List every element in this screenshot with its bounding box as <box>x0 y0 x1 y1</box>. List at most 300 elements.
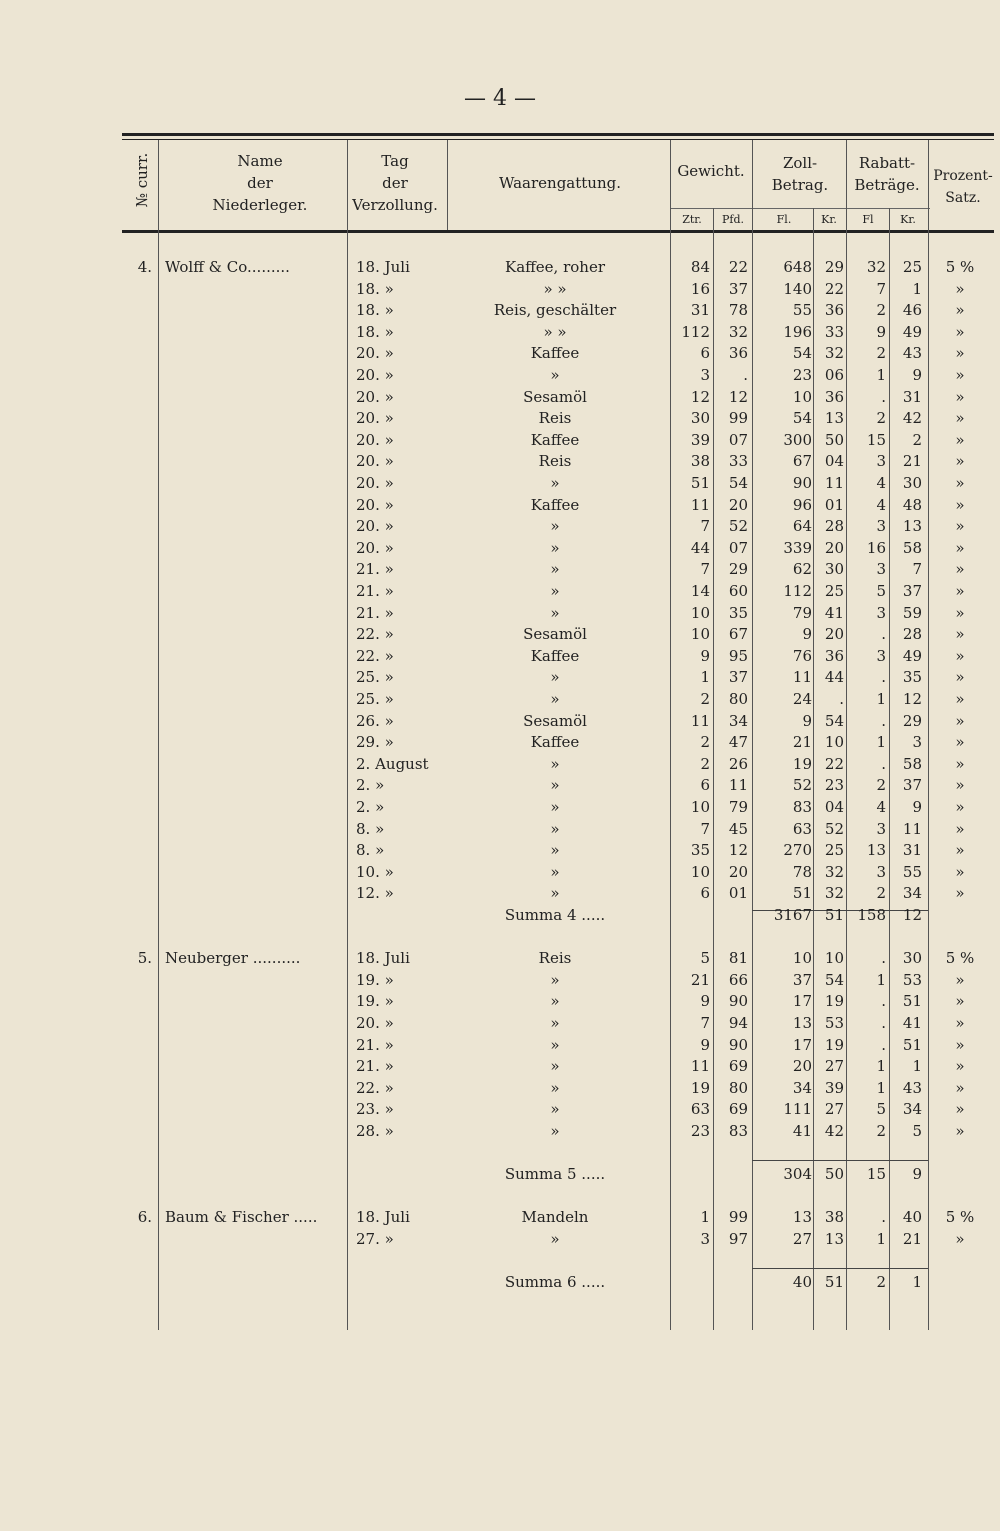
rebate-kr: 29 <box>902 711 922 730</box>
rebate-kr: 2 <box>912 430 922 449</box>
weight-pfd: 78 <box>728 301 748 320</box>
weight-ztr: 10 <box>690 603 710 622</box>
clearance-day: 20. » <box>356 366 394 384</box>
weight-ztr: 35 <box>690 841 710 860</box>
rebate-kr: 58 <box>902 538 922 557</box>
goods-type: » <box>550 1057 560 1076</box>
duty-fl: 54 <box>792 344 812 363</box>
table-row <box>0 386 1000 408</box>
weight-pfd: 69 <box>728 1057 748 1076</box>
weight-pfd: 22 <box>728 258 748 276</box>
header-weight-ztr: Ztr. <box>682 213 702 226</box>
duty-fl: 196 <box>783 322 812 341</box>
top-rule-thin <box>122 139 994 140</box>
goods-type: Reis <box>538 949 572 968</box>
goods-type: » <box>550 366 560 384</box>
weight-ztr: 2 <box>700 733 710 752</box>
duty-kr: 50 <box>824 1165 844 1184</box>
weight-ztr: 39 <box>690 430 710 449</box>
duty-kr: 27 <box>824 1057 844 1076</box>
duty-kr: 01 <box>824 495 844 514</box>
duty-kr: 51 <box>824 906 844 924</box>
duty-kr: 19 <box>824 992 844 1011</box>
percent-rate: » <box>955 430 965 449</box>
duty-fl: 9 <box>802 711 812 730</box>
rebate-fl: 2 <box>876 776 886 795</box>
duty-fl: 90 <box>792 474 812 492</box>
table-row <box>0 515 1000 537</box>
weight-ztr: 9 <box>700 646 710 665</box>
weight-ztr: 12 <box>690 387 710 406</box>
duty-fl: 37 <box>792 970 812 989</box>
table-row <box>0 1120 1000 1142</box>
top-rule <box>122 133 994 136</box>
weight-pfd: 90 <box>728 992 748 1011</box>
duty-kr: 06 <box>824 366 844 384</box>
duty-kr: 04 <box>824 798 844 816</box>
table-row <box>0 1098 1000 1120</box>
weight-pfd: 80 <box>728 1078 748 1097</box>
table-row <box>0 342 1000 364</box>
clearance-day: 8. » <box>356 841 385 860</box>
table-row <box>0 602 1000 624</box>
weight-ztr: 1 <box>700 1208 710 1227</box>
clearance-day: 21. » <box>356 603 394 622</box>
header-duty: Zoll- Betrag. <box>771 154 829 194</box>
duty-fl: 17 <box>792 992 812 1011</box>
rebate-kr: 1 <box>912 279 922 298</box>
clearance-day: 21. » <box>356 560 394 579</box>
percent-rate: » <box>955 366 965 384</box>
rebate-kr: 9 <box>912 1165 922 1184</box>
goods-type: » <box>550 1122 560 1140</box>
weight-ztr: 9 <box>700 992 710 1011</box>
goods-type: » <box>550 970 560 989</box>
percent-rate: » <box>955 474 965 492</box>
goods-type: Summa 6 ..... <box>504 1273 606 1292</box>
duty-kr: . <box>839 690 844 708</box>
header-day: Tag der Verzollung. <box>352 152 438 214</box>
rebate-fl: . <box>881 711 886 730</box>
percent-rate: » <box>955 538 965 557</box>
duty-fl: 27 <box>792 1230 812 1248</box>
goods-type: Kaffee, roher <box>504 258 605 276</box>
weight-pfd: 32 <box>728 322 748 341</box>
duty-fl: 67 <box>792 452 812 471</box>
duty-fl: 648 <box>783 258 812 276</box>
goods-type: » <box>550 1035 560 1054</box>
rebate-kr: 37 <box>902 776 922 795</box>
clearance-day: 25. » <box>356 668 394 687</box>
percent-rate: » <box>955 711 965 730</box>
goods-type: » » <box>543 279 567 298</box>
rebate-fl: . <box>881 625 886 644</box>
rebate-kr: 21 <box>902 1230 922 1248</box>
depositor-name: Wolff & Co......... <box>165 258 290 276</box>
percent-rate: » <box>955 1100 965 1119</box>
weight-ztr: 10 <box>690 798 710 816</box>
goods-type: Kaffee <box>530 430 580 449</box>
weight-pfd: 45 <box>728 819 748 838</box>
table-row <box>0 796 1000 818</box>
table-row <box>0 990 1000 1012</box>
rebate-kr: 49 <box>902 646 922 665</box>
duty-kr: 23 <box>824 776 844 795</box>
table-row <box>0 645 1000 667</box>
duty-fl: 11 <box>792 668 812 687</box>
entry-number: 4. <box>137 258 152 276</box>
clearance-day: 20. » <box>356 452 394 471</box>
rebate-fl: . <box>881 387 886 406</box>
rebate-fl: 2 <box>876 344 886 363</box>
table-row <box>0 429 1000 451</box>
duty-kr: 36 <box>824 387 844 406</box>
duty-fl: 76 <box>792 646 812 665</box>
duty-fl: 20 <box>792 1057 812 1076</box>
rebate-fl: 4 <box>876 474 886 492</box>
goods-type: » <box>550 776 560 795</box>
goods-type: Kaffee <box>530 646 580 665</box>
weight-pfd: 29 <box>728 560 748 579</box>
goods-type: Summa 4 ..... <box>504 906 606 924</box>
duty-kr: 25 <box>824 841 844 860</box>
rebate-kr: 40 <box>902 1208 922 1227</box>
percent-rate: 5 % <box>945 1208 975 1227</box>
table-row <box>0 256 1000 278</box>
rebate-fl: 2 <box>876 884 886 903</box>
weight-pfd: 54 <box>728 474 748 492</box>
goods-type: » <box>550 517 560 536</box>
duty-kr: 28 <box>824 517 844 536</box>
duty-kr: 27 <box>824 1100 844 1119</box>
percent-rate: » <box>955 279 965 298</box>
table-row <box>0 818 1000 840</box>
goods-type: » <box>550 884 560 903</box>
rebate-fl: 1 <box>876 366 886 384</box>
rebate-kr: 5 <box>912 1122 922 1140</box>
header-sub-rule <box>670 208 930 209</box>
rebate-kr: 58 <box>902 754 922 773</box>
header-rebate-kr: Kr. <box>900 213 916 226</box>
header-rebate-fl: Fl <box>862 213 874 226</box>
goods-type: Sesamöl <box>523 711 587 730</box>
rebate-fl: . <box>881 668 886 687</box>
percent-rate: » <box>955 733 965 752</box>
rebate-kr: 55 <box>902 862 922 881</box>
rebate-fl: . <box>881 1014 886 1032</box>
weight-ztr: 10 <box>690 862 710 881</box>
clearance-day: 10. » <box>356 862 394 881</box>
weight-pfd: 20 <box>728 495 748 514</box>
rebate-fl: 4 <box>876 495 886 514</box>
duty-kr: 19 <box>824 1035 844 1054</box>
rebate-fl: 1 <box>876 733 886 752</box>
weight-ztr: 10 <box>690 625 710 644</box>
goods-type: Mandeln <box>521 1208 589 1227</box>
percent-rate: 5 % <box>945 949 975 968</box>
rebate-fl: 5 <box>876 1100 886 1119</box>
rebate-kr: 31 <box>902 841 922 860</box>
weight-pfd: 66 <box>728 970 748 989</box>
table-row <box>0 1228 1000 1250</box>
duty-kr: 30 <box>824 560 844 579</box>
weight-pfd: 12 <box>728 387 748 406</box>
header-duty-fl: Fl. <box>776 213 792 226</box>
weight-ztr: 19 <box>690 1078 710 1097</box>
table-row <box>0 926 1000 948</box>
rebate-kr: 7 <box>912 560 922 579</box>
weight-ztr: 51 <box>690 474 710 492</box>
duty-kr: 39 <box>824 1078 844 1097</box>
rebate-kr: 48 <box>902 495 922 514</box>
goods-type: » <box>550 603 560 622</box>
goods-type: » <box>550 862 560 881</box>
depositor-name: Neuberger .......... <box>165 949 301 968</box>
weight-pfd: 07 <box>728 538 748 557</box>
rebate-kr: 37 <box>902 582 922 600</box>
rebate-fl: 2 <box>876 301 886 320</box>
rebate-kr: 21 <box>902 452 922 471</box>
rebate-fl: . <box>881 754 886 773</box>
duty-kr: 52 <box>824 819 844 838</box>
clearance-day: 18. Juli <box>356 949 410 968</box>
weight-ztr: 1 <box>700 668 710 687</box>
goods-type: » <box>550 798 560 816</box>
percent-rate: » <box>955 301 965 320</box>
duty-fl: 13 <box>792 1208 812 1227</box>
goods-type: » <box>550 560 560 579</box>
rebate-kr: 43 <box>902 344 922 363</box>
clearance-day: 21. » <box>356 582 394 600</box>
entry-number: 5. <box>137 949 152 968</box>
clearance-day: 20. » <box>356 495 394 514</box>
table-row <box>0 774 1000 796</box>
rebate-kr: 31 <box>902 387 922 406</box>
duty-kr: 36 <box>824 646 844 665</box>
rebate-kr: 43 <box>902 1078 922 1097</box>
clearance-day: 18. » <box>356 279 394 298</box>
rebate-fl: 2 <box>876 409 886 428</box>
clearance-day: 26. » <box>356 711 394 730</box>
duty-kr: 44 <box>824 668 844 687</box>
weight-ztr: 38 <box>690 452 710 471</box>
header-percent: Prozent- Satz. <box>933 168 993 206</box>
percent-rate: » <box>955 819 965 838</box>
duty-fl: 10 <box>792 387 812 406</box>
weight-ztr: 44 <box>690 538 710 557</box>
weight-ztr: 21 <box>690 970 710 989</box>
goods-type: » <box>550 668 560 687</box>
clearance-day: 2. » <box>356 776 385 795</box>
weight-ztr: 2 <box>700 690 710 708</box>
goods-type: Kaffee <box>530 344 580 363</box>
weight-pfd: 35 <box>728 603 748 622</box>
weight-ztr: 9 <box>700 1035 710 1054</box>
rebate-kr: 13 <box>902 517 922 536</box>
duty-fl: 23 <box>792 366 812 384</box>
duty-fl: 96 <box>792 495 812 514</box>
rebate-fl: 15 <box>866 430 886 449</box>
goods-type: » <box>550 1078 560 1097</box>
table-row <box>0 731 1000 753</box>
duty-kr: 04 <box>824 452 844 471</box>
percent-rate: » <box>955 776 965 795</box>
header-bottom-rule <box>122 230 994 233</box>
weight-ztr: 7 <box>700 560 710 579</box>
weight-pfd: 52 <box>728 517 748 536</box>
duty-fl: 79 <box>792 603 812 622</box>
goods-type: Sesamöl <box>523 387 587 406</box>
percent-rate: » <box>955 992 965 1011</box>
weight-ztr: 5 <box>700 949 710 968</box>
table-row <box>0 1012 1000 1034</box>
duty-kr: 32 <box>824 344 844 363</box>
goods-type: Reis <box>538 452 572 471</box>
percent-rate: » <box>955 582 965 600</box>
clearance-day: 18. Juli <box>356 1208 410 1227</box>
table-row <box>0 1142 1000 1164</box>
weight-ztr: 16 <box>690 279 710 298</box>
duty-fl: 78 <box>792 862 812 881</box>
table-row <box>0 1185 1000 1207</box>
weight-pfd: 34 <box>728 711 748 730</box>
duty-fl: 54 <box>792 409 812 428</box>
weight-pfd: 11 <box>728 776 748 795</box>
percent-rate: » <box>955 517 965 536</box>
percent-rate: » <box>955 690 965 708</box>
rebate-fl: 9 <box>876 322 886 341</box>
rebate-kr: 12 <box>902 690 922 708</box>
clearance-day: 2. August <box>356 754 429 773</box>
clearance-day: 19. » <box>356 970 394 989</box>
duty-kr: 29 <box>824 258 844 276</box>
duty-fl: 21 <box>792 733 812 752</box>
rebate-kr: 49 <box>902 322 922 341</box>
goods-type: » <box>550 474 560 492</box>
weight-pfd: 60 <box>728 582 748 600</box>
rebate-fl: 3 <box>876 517 886 536</box>
weight-pfd: . <box>743 366 748 384</box>
table-row <box>0 710 1000 732</box>
clearance-day: 22. » <box>356 625 394 644</box>
weight-pfd: 81 <box>728 949 748 968</box>
weight-ztr: 6 <box>700 884 710 903</box>
duty-fl: 41 <box>792 1122 812 1140</box>
rebate-kr: 53 <box>902 970 922 989</box>
weight-pfd: 99 <box>728 1208 748 1227</box>
weight-pfd: 97 <box>728 1230 748 1248</box>
weight-ztr: 84 <box>690 258 710 276</box>
duty-kr: 32 <box>824 884 844 903</box>
rebate-fl: 1 <box>876 1230 886 1248</box>
clearance-day: 21. » <box>356 1057 394 1076</box>
duty-fl: 19 <box>792 754 812 773</box>
table-row <box>0 861 1000 883</box>
clearance-day: 27. » <box>356 1230 394 1248</box>
clearance-day: 19. » <box>356 992 394 1011</box>
clearance-day: 23. » <box>356 1100 394 1119</box>
table-row <box>0 1163 1000 1185</box>
duty-kr: 51 <box>824 1273 844 1292</box>
weight-pfd: 33 <box>728 452 748 471</box>
percent-rate: » <box>955 625 965 644</box>
weight-ztr: 11 <box>690 495 710 514</box>
rebate-fl: 3 <box>876 603 886 622</box>
duty-fl: 140 <box>783 279 812 298</box>
clearance-day: 20. » <box>356 538 394 557</box>
rebate-fl: 16 <box>866 538 886 557</box>
weight-ztr: 11 <box>690 1057 710 1076</box>
rebate-fl: 2 <box>876 1273 886 1292</box>
weight-ztr: 2 <box>700 754 710 773</box>
percent-rate: » <box>955 798 965 816</box>
table-row <box>0 623 1000 645</box>
duty-kr: 41 <box>824 603 844 622</box>
rebate-fl: 1 <box>876 1078 886 1097</box>
table-row <box>0 666 1000 688</box>
clearance-day: 20. » <box>356 387 394 406</box>
rebate-kr: 9 <box>912 798 922 816</box>
percent-rate: » <box>955 1014 965 1032</box>
clearance-day: 22. » <box>356 1078 394 1097</box>
percent-rate: » <box>955 1122 965 1140</box>
goods-type: » <box>550 841 560 860</box>
table-row <box>0 904 1000 926</box>
percent-rate: » <box>955 344 965 363</box>
percent-rate: » <box>955 560 965 579</box>
duty-fl: 270 <box>783 841 812 860</box>
table-row <box>0 450 1000 472</box>
table-row <box>0 882 1000 904</box>
clearance-day: 28. » <box>356 1122 394 1140</box>
col-rule <box>447 140 448 230</box>
duty-kr: 22 <box>824 754 844 773</box>
entry-number: 6. <box>137 1208 152 1227</box>
duty-kr: 13 <box>824 409 844 428</box>
rebate-fl: 15 <box>866 1165 886 1184</box>
weight-pfd: 37 <box>728 668 748 687</box>
goods-type: » <box>550 754 560 773</box>
goods-type: » <box>550 690 560 708</box>
rebate-fl: 1 <box>876 1057 886 1076</box>
percent-rate: » <box>955 884 965 903</box>
header-rebate: Rabatt- Beträge. <box>854 154 920 194</box>
rebate-kr: 59 <box>902 603 922 622</box>
percent-rate: » <box>955 452 965 471</box>
duty-fl: 52 <box>792 776 812 795</box>
duty-fl: 34 <box>792 1078 812 1097</box>
rebate-fl: . <box>881 949 886 968</box>
rebate-fl: 3 <box>876 862 886 881</box>
goods-type: » » <box>543 322 567 341</box>
goods-type: » <box>550 538 560 557</box>
duty-fl: 24 <box>792 690 812 708</box>
duty-kr: 13 <box>824 1230 844 1248</box>
clearance-day: 20. » <box>356 409 394 428</box>
rebate-fl: 7 <box>876 279 886 298</box>
clearance-day: 18. Juli <box>356 258 410 276</box>
table-row <box>0 558 1000 580</box>
weight-ztr: 7 <box>700 517 710 536</box>
weight-pfd: 26 <box>728 754 748 773</box>
weight-pfd: 67 <box>728 625 748 644</box>
weight-ztr: 31 <box>690 301 710 320</box>
percent-rate: » <box>955 1230 965 1248</box>
header-number: № curr. <box>133 152 151 208</box>
rebate-kr: 1 <box>912 1273 922 1292</box>
weight-ztr: 14 <box>690 582 710 600</box>
goods-type: » <box>550 1230 560 1248</box>
